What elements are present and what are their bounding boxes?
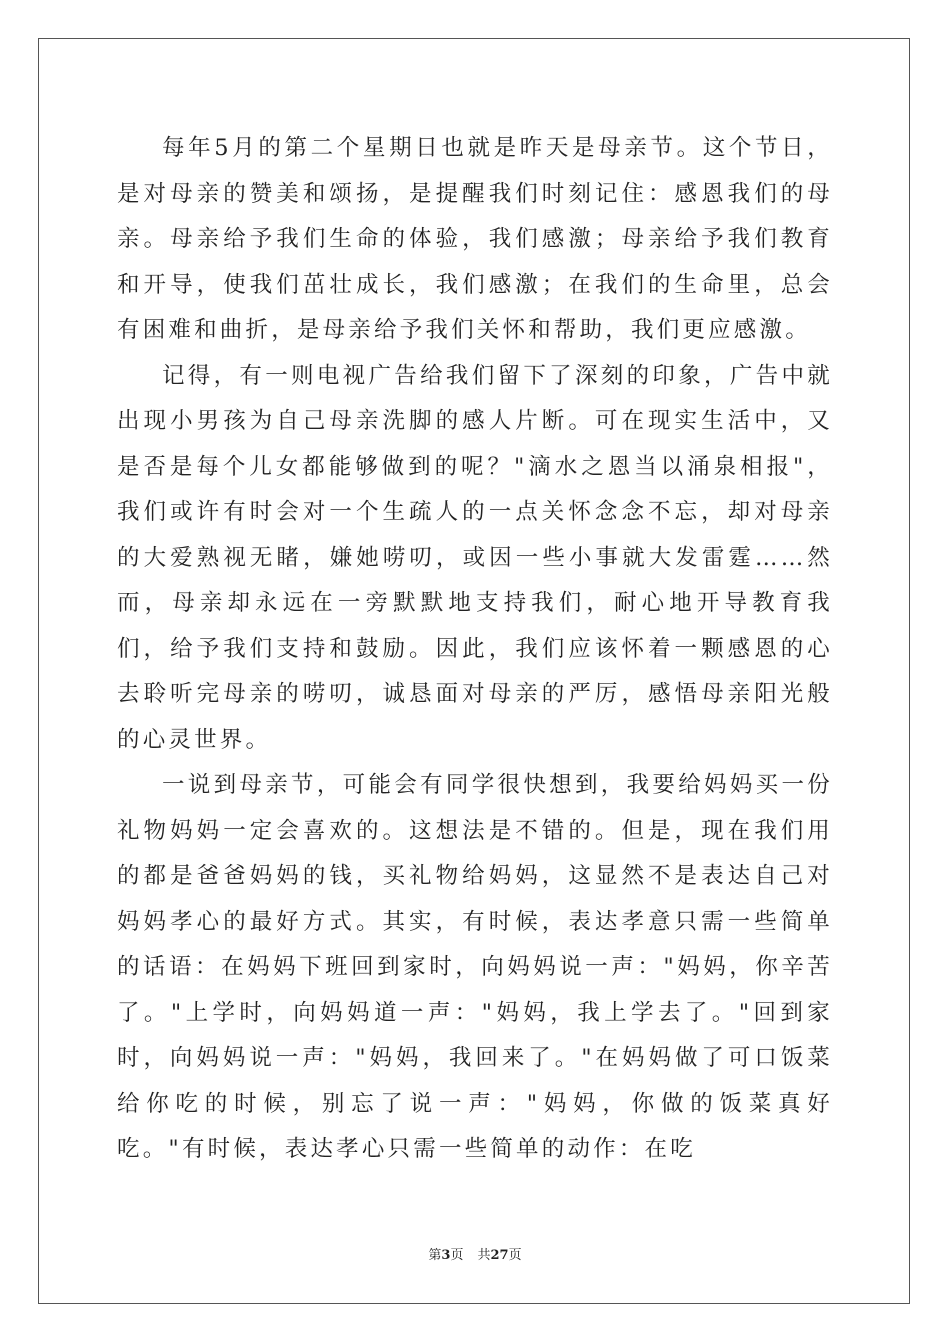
page-suffix: 页 (450, 1248, 464, 1263)
paragraph-2: 记得，有一则电视广告给我们留下了深刻的印象，广告中就出现小男孩为自己母亲洗脚的感人片断。可在现实生活中，又是否是每个儿女都能够做到的呢？"滴水之恩当以涌泉相报"，我们或许有时会对一个生疏人的一点关怀念念不忘，却对母亲的大爱熟视无睹，嫌她唠叨，或因一些小事就大发雷霆……然而，母亲却永远在一旁默默地支持我们，耐心地开导教育我们，给予我们支持和鼓励。因此，我们应该怀着一颗感恩的心去聆听完母亲的唠叨，诚恳面对母亲的严厉，感悟母亲阳光般的心灵世界。 (117, 362, 833, 753)
total-prefix: 共 (477, 1248, 491, 1263)
page-number: 3 (441, 1248, 451, 1263)
paragraph-1: 每年5月的第二个星期日也就是昨天是母亲节。这个节日，是对母亲的赞美和颂扬，是提醒我们时刻记住：感恩我们的母亲。母亲给予我们生命的体验，我们感激；母亲给予我们教育和开导，使我们茁壮成长，我们感激；在我们的生命里，总会有困难和曲折，是母亲给予我们关怀和帮助，我们更应感激。 (117, 135, 833, 343)
paragraph-3: 一说到母亲节，可能会有同学很快想到，我要给妈妈买一份礼物妈妈一定会喜欢的。这想法是不错的。但是，现在我们用的都是爸爸妈妈的钱，买礼物给妈妈，这显然不是表达自己对妈妈孝心的最好方式。其实，有时候，表达孝意只需一些简单的话语：在妈妈下班回到家时，向妈妈说一声："妈妈，你辛苦了。"上学时，向妈妈道一声："妈妈，我上学去了。"回到家时，向妈妈说一声："妈妈，我回来了。"在妈妈做了可口饭菜给你吃的时候，别忘了说一声："妈妈，你做的饭菜真好吃。"有时候，表达孝心只需一些简单的动作：在吃 (117, 772, 833, 1162)
total-pages: 27 (490, 1248, 509, 1263)
document-body (117, 126, 833, 1173)
total-suffix: 页 (508, 1248, 522, 1263)
page-prefix: 第 (428, 1248, 442, 1263)
page-footer (0, 1244, 950, 1263)
